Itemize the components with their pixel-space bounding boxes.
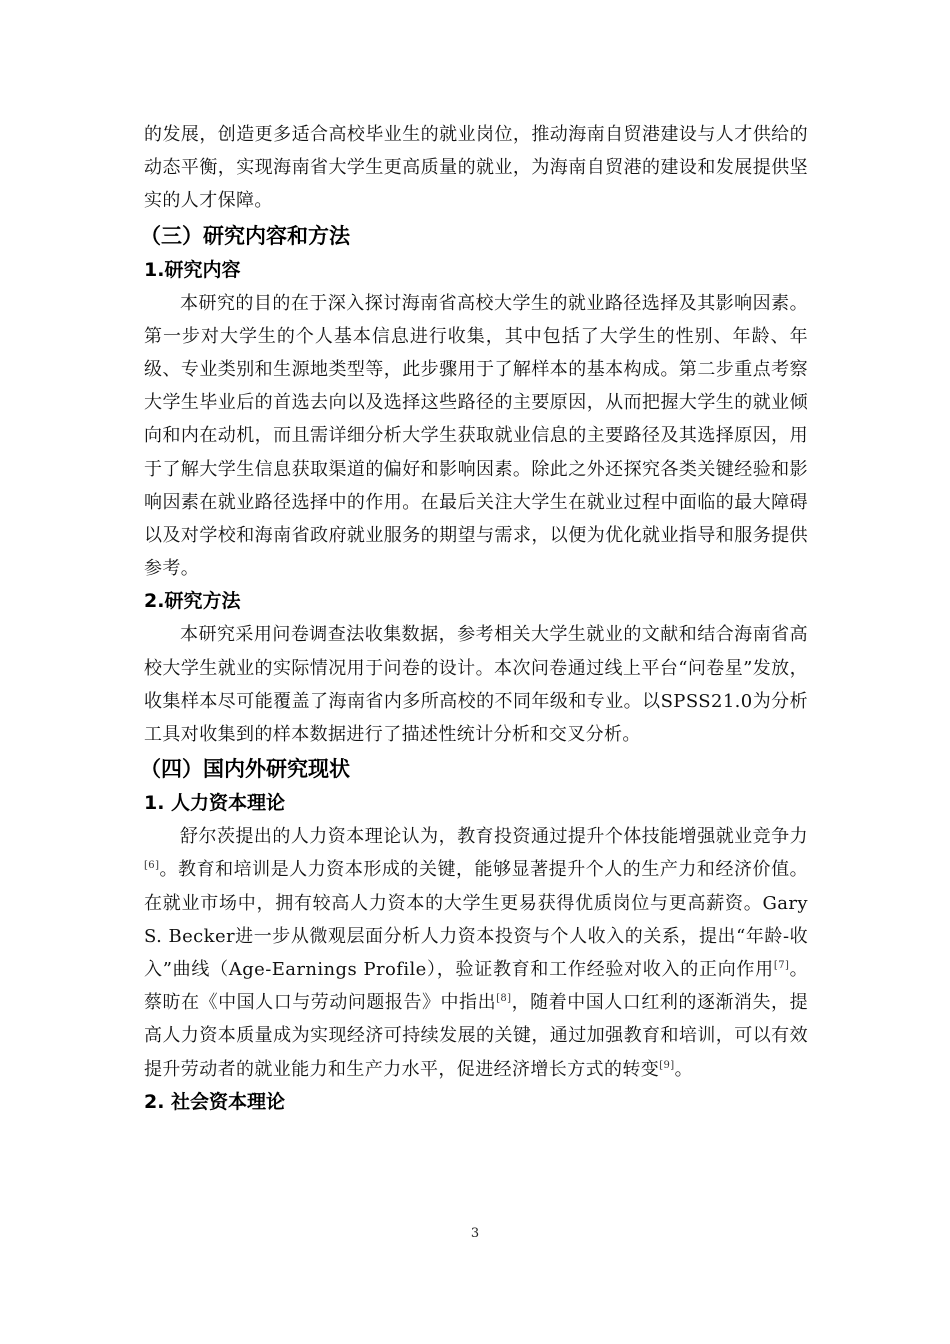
paragraph-human-capital-theory: [144, 820, 808, 1086]
citation-6: [6]: [144, 860, 160, 872]
page-content: [140, 118, 808, 1119]
page-number: 3: [470, 1226, 480, 1241]
section-heading-research-content-methods: （三）研究内容和方法: [140, 223, 350, 248]
text-run: 舒尔茨提出的人力资本理论认为，教育投资通过提升个体技能增强就业竞争力: [180, 826, 808, 848]
citation-9: [9]: [659, 1059, 675, 1071]
text-run: ，随着中国人口红利的逐渐消失，提高人力资本质量成为实现经济可持续发展的关键，通过加强教育和培训，可以有效提升劳动者的就业能力和生产力水平，促进经济增长方式的转变: [144, 992, 808, 1080]
citation-7: [7]: [773, 960, 790, 972]
text-run: 。: [674, 1058, 693, 1080]
subheading-social-capital-theory: 2. 社会资本理论: [144, 1090, 286, 1113]
text-run: 。教育和培训是人力资本形成的关键，能够显著提升个人的生产力和经济价值。在就业市场中，拥有较高人力资本的大学生更易获得优质岗位与更高薪资。Gary S. Becker进一步从微观层面分析人力资本投资与个人收入的关系，提出“年龄-收入”曲线（Age-Earnings Profile），验证教育和工作经验对收入的正向作用: [144, 859, 808, 981]
intro-paragraph: 的发展，创造更多适合高校毕业生的就业岗位，推动海南自贸港建设与人才供给的动态平衡，实现海南省大学生更高质量的就业，为海南自贸港的建设和发展提供坚实的人才保障。: [144, 124, 808, 212]
paragraph-research-content: 本研究的目的在于深入探讨海南省高校大学生的就业路径选择及其影响因素。第一步对大学生的个人基本信息进行收集，其中包括了大学生的性别、年龄、年级、专业类别和生源地类型等，此步骤用于了解样本的基本构成。第二步重点考察大学生毕业后的首选去向以及选择这些路径的主要原因，从而把握大学生的就业倾向和内在动机，而且需详细分析大学生获取就业信息的主要路径及其选择原因，用于了解大学生信息获取渠道的偏好和影响因素。除此之外还探究各类关键经验和影响因素在就业路径选择中的作用。在最后关注大学生在就业过程中面临的最大障碍以及对学校和海南省政府就业服务的期望与需求，以便为优化就业指导和服务提供参考。: [144, 292, 808, 580]
subheading-research-content: 1.研究内容: [144, 258, 241, 281]
subheading-research-methods: 2.研究方法: [144, 590, 241, 613]
paragraph-research-methods: 本研究采用问卷调查法收集数据，参考相关大学生就业的文献和结合海南省高校大学生就业的实际情况用于问卷的设计。本次问卷通过线上平台“问卷星”发放，收集样本尽可能覆盖了海南省内多所高校的不同年级和专业。以SPSS21.0为分析工具对收集到的样本数据进行了描述性统计分析和交叉分析。: [144, 624, 808, 746]
section-heading-literature-review: （四）国内外研究现状: [140, 757, 350, 782]
subheading-human-capital-theory: 1. 人力资本理论: [144, 792, 286, 815]
text-run: 。蔡昉在《中国人口与劳动问题报告》中指出: [144, 959, 808, 1014]
citation-8: [8]: [496, 993, 512, 1005]
